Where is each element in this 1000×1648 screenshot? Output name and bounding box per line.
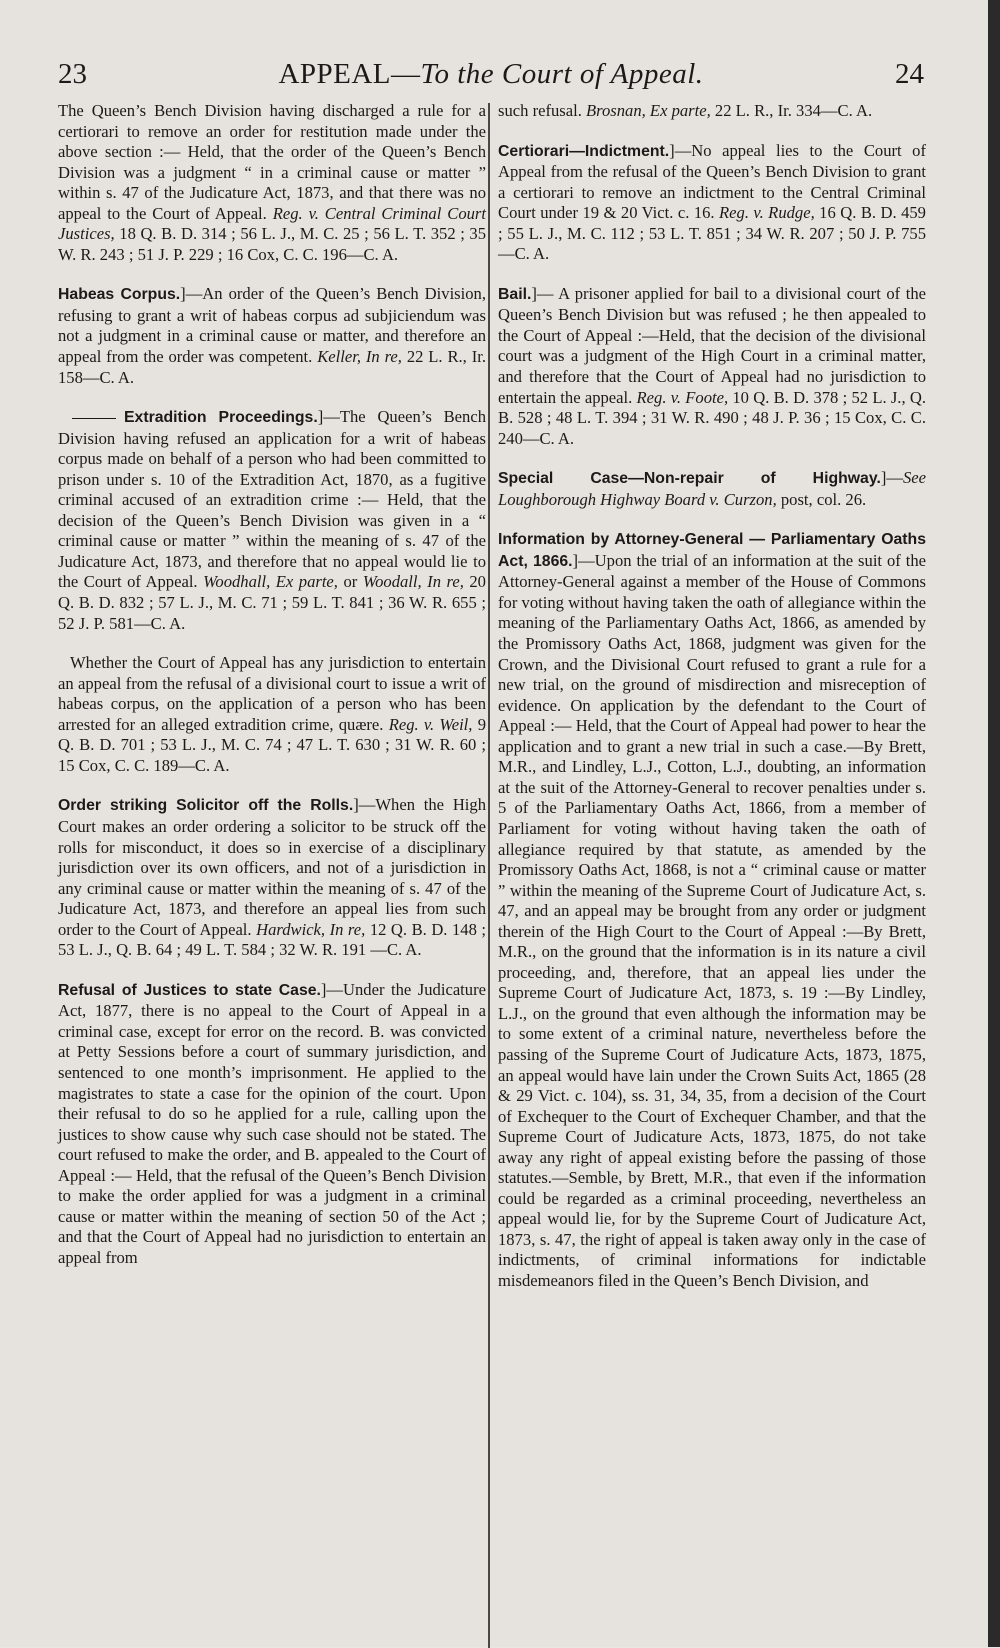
entry-restitution <box>58 101 486 265</box>
entry-text: Whether the Court of Appeal has any jurisdiction to entertain an appeal from the refusal of a divisional court to issue a writ of habeas corpus, on the application of a person who has been arrested for an alleged extradition crime, quære. <box>58 653 486 734</box>
case-name: Reg. v. Central Criminal Court Justices, <box>58 203 486 244</box>
ditto-dash <box>72 418 116 419</box>
page-header <box>58 58 924 96</box>
entry-heading: Information by Attorney-General — Parliamentary Oaths Act, 1866. <box>498 531 926 570</box>
entry-special-case <box>498 468 926 510</box>
entry-text: ]—When the High Court makes an order ordering a solicitor to be struck off the rolls for misconduct, it does so in exercise of a disciplinary jurisdiction over its own officers, and not of a jurisdiction in any criminal cause or matter within the meaning of s. 47 of the Judicature Act, 1873, and therefore an appeal lies from such order to the Court of Appeal. <box>58 795 487 939</box>
entry-text: The Queen’s Bench Division having discharged a rule for a certiorari to remove an order for restitution made under the above section :— Held, that the order of the Queen’s Bench Division was a judgment “ in a criminal cause or matter ” within s. 47 of the Judicature Act, 1873, and that there was no appeal to the Court of Appeal. <box>58 101 486 223</box>
entry-text: ]—Upon the trial of an information at the suit of the Attorney-General against a member of the House of Commons for voting without having taken the oath of allegiance within the meaning of the Parliamentary Oaths Act, 1866, as amended by the Promissory Oaths Act, 1868, judgment was given for the Crown, and the Divisional Court refused to grant a rule for a new trial, on the ground of misdirection and misreception of evidence. On application by the defendant to the Court of Appeal :— Held, that the Court of Appeal had power to hear the application and to grant a new trial in such a case.—By Brett, M.R., and Lindley, L.J., Cotton, L.J., doubting, an information at the suit of the Attorney-General to recover penalties under s. 5 of the Parliamentary Oaths Act, 1866, from a member of Parliament for voting without having taken the oath of allegiance required by that statute, as amended by the Promissory Oaths Act, 1868, is not a “ criminal cause or matter ” within the meaning of the Supreme Court of Judicature Act, s. 47, and an appeal may be brought from any order or judgment therein of the High Court to the Court of Appeal :—By Brett, M.R., on the ground that the information is in its nature a civil proceeding, and, therefore, that an appeal lies under the Supreme Court of Judicature Act, 1873, s. 19 :—By Lindley, L.J., on the ground that even although the information may be to some extent of a criminal nature, nevertheless before the passing of the Supreme Court of Judicature Acts, 1873, 1875, an appeal would have lain under the Crown Suits Act, 1865 (28 & 29 Vict. c. 104), ss. 31, 34, 35, from a decision of the Court of Exchequer to the Court of Exchequer Chamber, and that the Supreme Court of Judicature Acts, 1873, 1875, do not take away any right of appeal existing before the passing of those statutes.—Semble, by Brett, M.R., that even if the information could be regarded as a criminal proceeding, nevertheless an appeal would lie, for by the Supreme Court of Judicature Act, 1873, s. 47, the right of appeal is taken away only in the case of indictments, of criminal informations for indictable misdemeanors filed in the Queen’s Bench Division, and <box>498 550 926 1290</box>
right-column <box>498 101 926 1311</box>
entry-text: such refusal. <box>498 101 587 120</box>
scan-edge <box>988 0 1000 1647</box>
entry-heading: Order striking Solicitor off the Rolls. <box>58 797 354 815</box>
entry-text: ]—The Queen’s Bench Division having refused an application for a writ of habeas corpus made on behalf of a person who had been committed to prison under s. 10 of the Extradition Act, 1870, as a fugitive criminal accused of an extradition crime :— Held, that the decision of the Queen’s Bench Division was given in a “ criminal cause or matter ” within the meaning of s. 47 of the Judicature Act, 1873, and therefore that no appeal would lie to the Court of Appeal. <box>58 407 486 592</box>
running-title-italic: To the Court of Appeal. <box>420 58 704 90</box>
citation: 16 Q. B. D. 459 ; 55 L. J., M. C. 112 ; 53 L. T. 851 ; 34 W. R. 207 ; 50 J. P. 755 —C. A. <box>498 203 926 264</box>
case-name: Woodhall, Ex parte, <box>203 572 338 592</box>
case-name: Reg. v. Rudge, <box>719 203 815 223</box>
entry-refusal-justices <box>58 980 486 1269</box>
connector: or <box>337 572 363 592</box>
entry-habeas-corpus <box>58 284 486 388</box>
page-number-right: 24 <box>895 58 924 90</box>
citation: 18 Q. B. D. 314 ; 56 L. J., M. C. 25 ; 56 L. T. 352 ; 35 W. R. 243 ; 51 J. P. 229 ; 16 Cox, C. C. 196—C. A. <box>58 224 486 264</box>
entry-heading: Habeas Corpus. <box>58 286 181 304</box>
left-column <box>58 101 486 1287</box>
entry-text: ]—Under the Judicature Act, 1877, there is no appeal to the Court of Appeal in a criminal case, except for error on the record. B. was convicted at Petty Sessions before a court of summary jurisdiction, and sentenced to one month’s imprisonment. He applied to the magistrates to state a case for the opinion of the court. Upon their refusal to do so he applied for a rule, calling upon the justices to show cause why such case should not be stated. The court refused to make the order, and B. appealed to the Court of Appeal :— Held, that the refusal of the Queen’s Bench Division to make the order applied for was a judgment in a criminal cause or matter within the meaning of section 50 of the Act ; and that the Court of Appeal had no jurisdiction to entertain an appeal from <box>58 979 486 1267</box>
entry-text: ]— A prisoner applied for bail to a divisional court of the Queen’s Bench Division but was refused ; he then appealed to the Court of Appeal :—Held, that the decision of the divisional court was a judgment of the High Court in a criminal matter, and therefore that the Court of Appeal had no jurisdiction to entertain the appeal. <box>498 283 926 407</box>
citation: 12 Q. B. D. 148 ; 53 L. J., Q. B. 64 ; 49 L. T. 584 ; 32 W. R. 191 —C. A. <box>58 919 486 960</box>
citation: post, col. 26. <box>776 489 867 509</box>
case-name: Brosnan, Ex parte, <box>586 101 711 120</box>
entry-attorney-general <box>498 529 926 1291</box>
running-title-main: APPEAL— <box>278 58 421 90</box>
page-number-left: 23 <box>58 58 87 90</box>
entry-text: ]— <box>880 468 903 488</box>
case-name: Hardwick, In re, <box>256 919 366 939</box>
citation: 22 L. R., Ir. 334—C. A. <box>710 101 873 120</box>
case-name: See Loughborough Highway Board v. Curzon, <box>498 468 926 509</box>
entry-heading: Extradition Proceedings. <box>124 409 318 427</box>
entry-certiorari <box>498 141 926 265</box>
entry-heading: Special Case—Non-repair of Highway. <box>498 470 881 488</box>
citation: 20 Q. B. D. 832 ; 57 L. J., M. C. 71 ; 59 L. T. 841 ; 36 W. R. 655 ; 52 J. P. 581—C. A. <box>58 572 486 633</box>
case-name: Woodall, In re, <box>362 572 464 592</box>
case-name: Reg. v. Weil, <box>388 714 473 734</box>
entry-heading: Certiorari—Indictment. <box>498 142 670 160</box>
citation: 9 Q. B. D. 701 ; 53 L. J., M. C. 74 ; 47 L. T. 630 ; 31 W. R. 60 ; 15 Cox, C. C. 189—C. A. <box>58 714 486 775</box>
case-name: Keller, In re, <box>317 347 402 367</box>
column-divider <box>488 103 490 1648</box>
entry-heading: Bail. <box>498 285 532 303</box>
entry-text: ]—An order of the Queen’s Bench Division, refusing to grant a writ of habeas corpus ad subjiciendum was not a judgment in a criminal cause or matter, and therefore an appeal from the order was competent. <box>58 284 486 367</box>
entry-extradition <box>58 407 486 634</box>
entry-heading: Refusal of Justices to state Case. <box>58 981 321 999</box>
entry-text: ]—No appeal lies to the Court of Appeal from the refusal of the Queen’s Bench Division to grant a certiorari to remove an indictment to the Central Criminal Court under 19 & 20 Vict. c. 16. <box>498 140 926 223</box>
running-title <box>58 58 924 91</box>
citation: 22 L. R., Ir. 158—C. A. <box>58 347 486 387</box>
entry-bail <box>498 284 926 449</box>
citation: 10 Q. B. D. 378 ; 52 L. J., Q. B. 528 ; 48 L. T. 394 ; 31 W. R. 490 ; 48 J. P. 36 ; 15 Cox, C. C. 240—C. A. <box>498 387 926 448</box>
case-name: Reg. v. Foote, <box>636 387 729 407</box>
entry-weil <box>58 653 486 776</box>
entry-solicitor <box>58 795 486 960</box>
entry-brosnan <box>498 101 926 122</box>
